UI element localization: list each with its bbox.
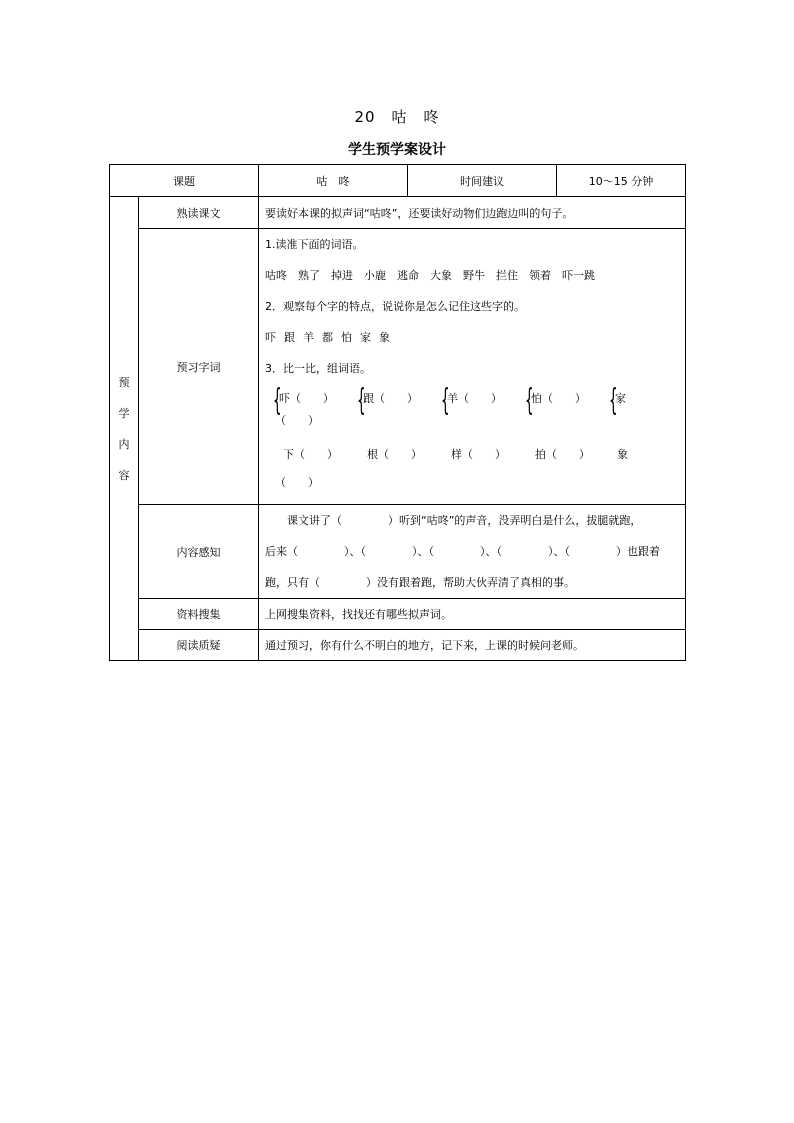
- reading-label: 熟读课文: [139, 197, 259, 229]
- words-label: 预习字词: [139, 229, 259, 505]
- compare-words-area: [265, 384, 679, 504]
- preview-plan-table: [109, 164, 686, 661]
- compare-bottom-1: 下（ ）: [283, 448, 338, 461]
- content-line-3: 跑，只有（ ）没有跟着跑，帮助大伙弄清了真相的事。: [265, 576, 575, 589]
- preview-content-side-label: 预 学 内 容: [110, 197, 139, 661]
- word: 掉进: [331, 269, 353, 282]
- questions-text: 通过预习，你有什么不明白的地方，记下来，上课的时候问老师。: [259, 630, 686, 661]
- content-label: 内容感知: [139, 505, 259, 599]
- compare-top-2: 跟（ ）: [363, 392, 418, 405]
- char: 跟: [284, 331, 295, 344]
- word: 熟了: [298, 269, 320, 282]
- content-line-2: 后来（ ）、（ ）、（ ）、（ ）、（ ）也跟着: [265, 545, 660, 558]
- words-row: [110, 229, 686, 505]
- reading-text: 要读好本课的拟声词“咕咚”，还要读好动物们边跑边叫的句子。: [259, 197, 686, 229]
- word: 吓一跳: [562, 269, 595, 282]
- compare-extra-blank: （ ）: [275, 476, 319, 489]
- reading-row: [110, 197, 686, 229]
- topic-label: 课题: [110, 165, 259, 197]
- compare-top-3: 羊（ ）: [447, 392, 502, 405]
- content-line-1: 课文讲了（ ）听到“咕咚”的声音，没弄明白是什么，拔腿就跑，: [287, 514, 642, 527]
- char: 羊: [303, 331, 314, 344]
- compare-top-5: 家: [615, 392, 626, 405]
- brace-mark: {: [609, 383, 618, 418]
- char: 家: [360, 331, 371, 344]
- compare-bottom-2: 根（ ）: [367, 448, 422, 461]
- word: 领着: [529, 269, 551, 282]
- compare-extra-blank: （ ）: [275, 414, 319, 427]
- words-item-3: 3．比一比，组词语。: [265, 362, 371, 375]
- word: 野牛: [463, 269, 485, 282]
- lesson-title: 20 咕 咚: [354, 108, 440, 126]
- content-row: [110, 505, 686, 599]
- research-text: 上网搜集资料，找找还有哪些拟声词。: [259, 599, 686, 630]
- compare-top-4: 怕（ ）: [531, 392, 586, 405]
- char: 象: [379, 331, 390, 344]
- research-label: 资料搜集: [139, 599, 259, 630]
- time-value: 10～15 分钟: [557, 165, 686, 197]
- brace-mark: {: [357, 383, 366, 418]
- compare-top-1: 吓（ ）: [279, 392, 334, 405]
- char: 怕: [341, 331, 352, 344]
- header-row: [110, 165, 686, 197]
- word: 拦住: [496, 269, 518, 282]
- words-item-2: 2．观察每个字的特点，说说你是怎么记住这些字的。: [265, 300, 525, 313]
- word: 逃命: [397, 269, 419, 282]
- brace-mark: {: [525, 383, 534, 418]
- compare-bottom-3: 样（ ）: [451, 448, 506, 461]
- word: 大象: [430, 269, 452, 282]
- word: 咕咚: [265, 269, 287, 282]
- document-subtitle: 学生预学案设计: [348, 142, 446, 158]
- word-list: [265, 260, 679, 291]
- words-item-1: 1.读准下面的词语。: [265, 238, 364, 251]
- research-row: [110, 599, 686, 630]
- char-list: [265, 322, 679, 353]
- topic-value: 咕 咚: [259, 165, 408, 197]
- time-label: 时间建议: [408, 165, 557, 197]
- compare-bottom-4: 拍（ ）: [535, 448, 590, 461]
- questions-row: [110, 630, 686, 661]
- brace-mark: {: [273, 383, 282, 418]
- char: 都: [322, 331, 333, 344]
- compare-bottom-5: 象: [617, 448, 628, 461]
- char: 吓: [265, 331, 276, 344]
- word: 小鹿: [364, 269, 386, 282]
- questions-label: 阅读质疑: [139, 630, 259, 661]
- brace-mark: {: [441, 383, 450, 418]
